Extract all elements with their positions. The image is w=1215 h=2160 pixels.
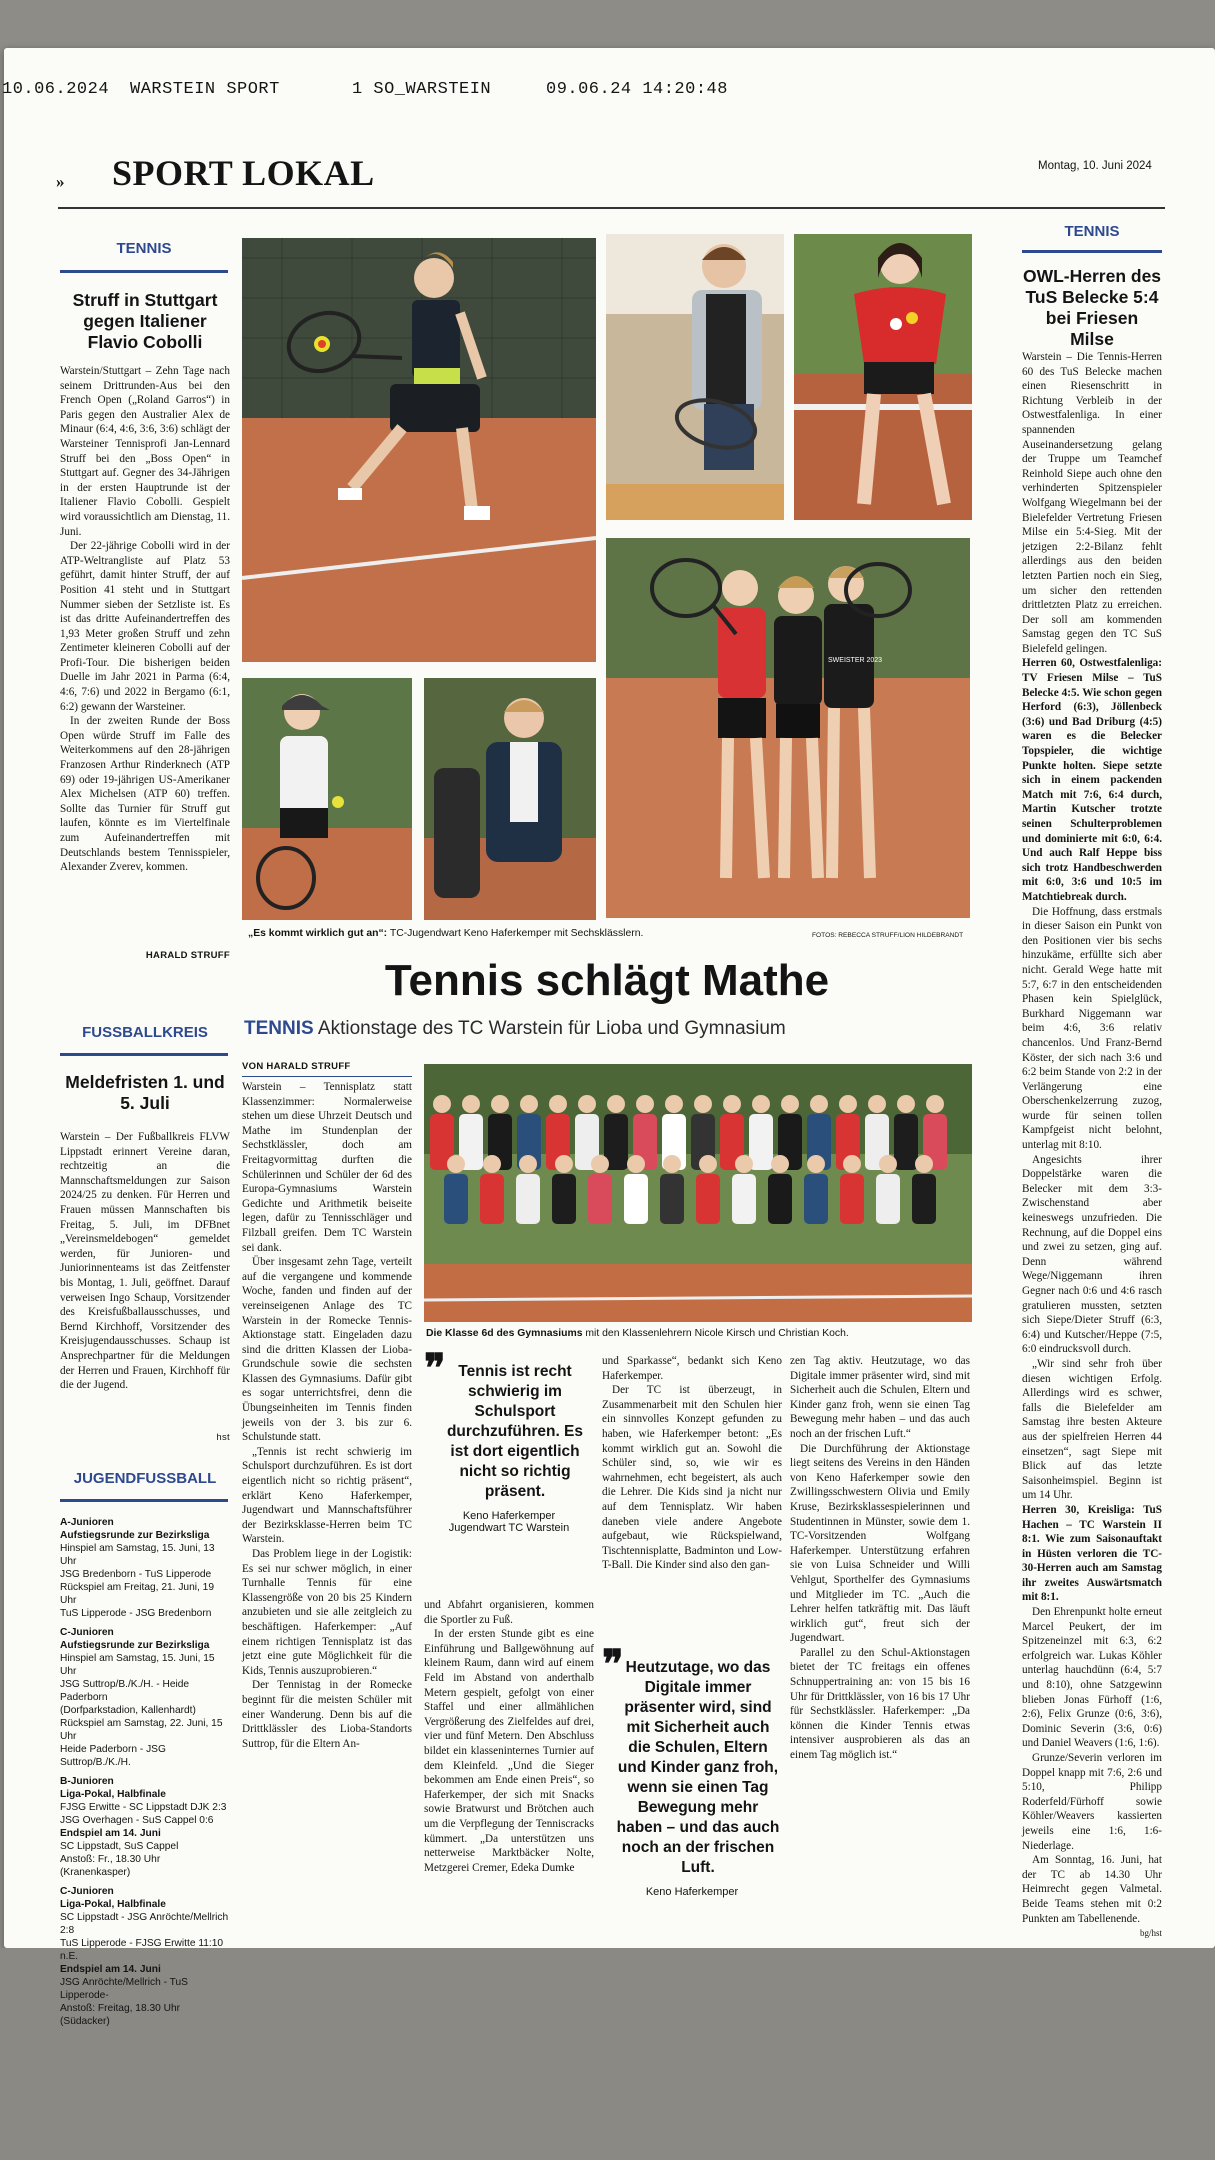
section-label-jugendfussball: JUGENDFUSSBALL bbox=[73, 1470, 217, 1487]
caption-text: TC-Jugendwart Keno Haferkemper mit Sechsklässlern. bbox=[389, 928, 644, 939]
title-rule bbox=[58, 207, 1165, 209]
photo-girl-volley bbox=[794, 234, 972, 520]
paragraph: In der ersten Stunde gibt es eine Einführung und Ballgewöhnung auf kleinem Raum, dann wird auf einem Feld im Abstand von anderthalb Metern gespielt, gefolgt von einer Staffel und einer allmählichen Vergrößerung des Zielfeldes auf drei, vier und fünf Metern. Den Abschluss bildet ein klasseninternes Turnier auf dem Kleinfeld. „Und die Sieger bekommen am Ende einen Preis“, so Haferkemper, der sich mit Snacks sowie Bratwurst und Brötchen auch um die Verpflegung der Tenniscracks kümmert. „Da unterstützen uns netterweise Marktbäcker Nolte, Metzgerei Cremer, Edeka Dumke bbox=[424, 1628, 594, 1874]
section-label-fussballkreis: FUSSBALLKREIS bbox=[82, 1024, 208, 1041]
main-article-col1 bbox=[242, 1080, 412, 1880]
paragraph: Parallel zu den Schul-Aktionstagen bietet der TC freitags ein offenes Schnuppertraining an: von 15 bis 16 Uhr für Drittklässler, von 16 bis 17 Uhr für Sechstklässler. Haferkemper: „Da können die Kinder Tennis etwas intensiver ausprobieren als das an einem Tag möglich ist.“ bbox=[790, 1646, 970, 1762]
paragraph: „Tennis ist recht schwierig im Schulsport durchzuführen. Es ist dort eigentlich nicht so richtig präsent“, erklärt Keno Haferkemper, Jugendwart und Mannschaftsführer der Bezirksklasse-Herren beim TC Warstein. bbox=[242, 1445, 412, 1546]
paragraph: Warstein/Stuttgart – Zehn Tage nach seinem Drittrunden-Aus bei den French Open („Roland Garros“) in Paris gegen den Australier Alex de Minaur (6:4, 4:6, 3:6, 3:6) schlägt der Warsteiner Tennisprofi Jan-Lennard Struff bei den „Boss Open“ in Stuttgart auf. Gegner des 34-Jährigen in der ersten Hauptrunde ist der Italiener Flavio Cobolli. Gespielt wird voraussichtlich am Dienstag, 11. Juni. bbox=[60, 365, 230, 538]
photo-boy-cap bbox=[242, 678, 412, 920]
caption-text: mit den Klassenlehrern Nicole Kirsch und Christian Koch. bbox=[585, 1328, 849, 1339]
result-line: JSG Overhagen - SuS Cappel 0:6 bbox=[60, 1815, 214, 1826]
paragraph: Herren 60, Ostwestfalenliga: TV Friesen Milse – TuS Belecke 4:5. Wie schon gegen Herford (6:3), Jöllenbeck (3:6) und Bad Driburg (4:5) waren es die Belecker Topspieler, die wichtige Punkte holten. Siepe setzte sich in einem packenden Match mit 7:6, 6:4 durch, Martin Kutscher trotzte seinen Schulterproblemen und dominierte mit 6:0, 6:4. Und auch Ralf Heppe biss sich trotz Handbeschwerden mit 6:0, 3:6 und 10:5 im Matchtiebreak durch. bbox=[1022, 657, 1162, 903]
paragraph: Herren 30, Kreisliga: TuS Hachen – TC Warstein II 8:1. Wie zum Saisonauftakt in Hüsten verloren die TC-30-Herren auch am Samstag ihr zweites Auswärtsmatch mit 8:1. bbox=[1022, 1503, 1162, 1604]
article-belecke bbox=[1022, 350, 1162, 1939]
result-line: Hinspiel am Samstag, 15. Juni, 15 Uhr bbox=[60, 1653, 215, 1677]
issue-date: Montag, 10. Juni 2024 bbox=[1038, 160, 1152, 172]
header-page: 1 SO_WARSTEIN bbox=[352, 80, 492, 99]
photo-caption-top bbox=[248, 928, 768, 939]
shirt-print: SWEISTER 2023 bbox=[828, 657, 883, 664]
article-meldefristen bbox=[60, 1130, 230, 1430]
result-line: Anstoß: Fr., 18.30 Uhr (Kranenkasper) bbox=[60, 1854, 161, 1878]
quote-author-role: Jugendwart TC Warstein bbox=[448, 1522, 570, 1534]
result-block bbox=[60, 1516, 232, 1620]
section-rule bbox=[60, 1053, 228, 1056]
byline-rule bbox=[242, 1076, 412, 1077]
section-label-tennis: TENNIS bbox=[116, 240, 172, 257]
quote-mark-icon: ❞ bbox=[424, 1347, 446, 1391]
result-line: Liga-Pokal, Halbfinale bbox=[60, 1899, 166, 1910]
paragraph: und Sparkasse“, bedankt sich Keno Haferkemper. bbox=[602, 1355, 782, 1382]
result-line: SC Lippstadt - JSG Anröchte/Mellrich 2:8 bbox=[60, 1912, 229, 1936]
result-heading: A-Junioren bbox=[60, 1517, 114, 1528]
paragraph: Der 22-jährige Cobolli wird in der ATP-Weltrangliste auf Platz 53 geführt, damit hinter Struff, der auf Position 41 steht und in Stuttgart Nummer sieben der Setzliste ist. Es ist das dritte Aufeinandertreffen des 1,93 Meter großen Struff und zehn Zentimeter kleineren Cobolli auf der Profi-Tour. Die bisherigen beiden Duelle im Jahr 2021 in Parma (6:4, 4:6, 7:6) und 2022 in Bergamo (6:1, 6:2) gewann der Warsteiner. bbox=[60, 540, 230, 713]
result-line: TuS Lipperode - FJSG Erwitte 11:10 n.E. bbox=[60, 1938, 224, 1962]
main-headline: Tennis schlägt Mathe bbox=[384, 956, 830, 1005]
paragraph: Über insgesamt zehn Tage, verteilt auf die vergangene und kommende Woche, fanden und finden auf der vereinseigenen Anlage des TC Warstein in der Romecke Tennis-Aktionstage statt. Eingeladen dazu sind die dritten Klassen der Lioba-Grundschule sowie die sechsten Klassen des Gymnasiums. Dafür gibt es sogar unterrichtsfrei, denn die Übungseinheiten im Tennis finden jeweils von der 3. bis zur 6. Schulstunde statt. bbox=[242, 1256, 412, 1444]
article-struff bbox=[60, 364, 230, 948]
quote-author: Keno Haferkemper bbox=[462, 1510, 556, 1522]
result-line: Aufstiegsrunde zur Bezirksliga bbox=[60, 1530, 210, 1541]
paragraph: Warstein – Tennisplatz statt Klassenzimmer: Normalerweise stehen um diese Uhrzeit Deutsch und Mathe im Stundenplan der Sechstklässler, doch am Freitagvormittag durften die Schülerinnen und Schüler der 6d des Europa-Gymnasiums Warstein Gedichte und Arithmetik beiseite legen, dafür zu Tennisschläger und Filzball greifen. Dem TC Warstein sei dank. bbox=[242, 1081, 412, 1254]
headline-struff: Struff in Stuttgart gegen Italiener Flavio Cobolli bbox=[72, 290, 218, 352]
section-label-tennis-right: TENNIS bbox=[1064, 223, 1120, 240]
result-line: JSG Anröchte/Mellrich - TuS Lipperode- bbox=[60, 1977, 188, 2001]
byline-struff: HARALD STRUFF bbox=[145, 950, 230, 961]
result-line: FJSG Erwitte - SC Lippstadt DJK 2:3 bbox=[60, 1802, 227, 1813]
result-line: JSG Bredenborn - TuS Lipperode bbox=[60, 1569, 212, 1580]
subhead-text: Aktionstage des TC Warstein für Lioba und Gymnasium bbox=[317, 1018, 786, 1039]
pull-quote-2 bbox=[602, 1643, 782, 1898]
paragraph: Das Problem liege in der Logistik: Es sei nur schwer möglich, in einer Turnhalle Tennis für eine Klassengröße von 20 bis 25 Kindern anzubieten und sie alle zeitgleich zu beschäftigen. Haferkemper: „Auf einem richtigen Tennisplatz ist das jetzt eine gute Möglichkeit für die Kids, Tennis auszuprobieren.“ bbox=[242, 1548, 412, 1677]
paragraph: Die Durchführung der Aktionstage liegt seitens des Vereins in den Händen von Keno Haferkemper sowie den Zwillingsschwestern Olivia und Emily Kruse, Bezirksklassespielerinnen und Studentinnen in Münster, sowie dem 1. TC-Vorsitzenden Wolfgang Haferkemper. Unterstützung erfahren sie von Luisa Schneider und Willi Vehlgut, Sporthelfer des Gymnasiums und Mitglieder im TC. „Auch die Lehrer helfen tatkräftig mit. Das läuft wirklich gut“, freut sich der Jugendwart. bbox=[790, 1442, 970, 1645]
paragraph: „Wir sind sehr froh über diesen wichtigen Erfolg. Allerdings wird es schwer, falls die Bielefelder am Samstag ihre besten Akteure aus der spielfreien Herren 44 einsetzen“, sagt Siepe mit Blick auf das letzte Saisonheimspiel. Beginn ist um 14 Uhr. bbox=[1022, 1357, 1162, 1502]
photo-caption-group bbox=[426, 1328, 974, 1339]
header-date: 10.06.2024 bbox=[2, 80, 110, 99]
section-rule bbox=[60, 270, 228, 273]
paragraph: Angesichts ihrer Doppelstärke waren die Belecker mit dem 3:3-Zwischenstand aber keineswegs unzufrieden. Die Rechnung, auf die Doppel eins und zwei zu setzen, ging auf. Denn während Wege/Niggemann ihren Gegner nach 0:6 und 4:6 rasch gratulieren mussten, setzten sich Siepe/Dieter Struff (6:3, 6:4) und Kutscher/Heppe (7:5, 6:0 eindrucksvoll durch. bbox=[1022, 1153, 1162, 1356]
paragraph: Den Ehrenpunkt holte erneut Marcel Peukert, der im Spitzeneinzel mit 6:3, 6:2 erfolgreich war. Lukas Köhler unterlag hauchdünn (6:4, 5:7 und 8:10), ohne Satzgewinn blieben Jonas Fürhoff (1:6, 2:6), Felix Grunze (0:6, 3:6), Dominic Severin (3:6, 0:6) und Daniel Weavers (1:6, 1:6). bbox=[1022, 1606, 1162, 1750]
result-line: TuS Lipperode - JSG Bredenborn bbox=[60, 1608, 212, 1619]
result-line: JSG Suttrop/B./K./H. - Heide Paderborn bbox=[60, 1679, 190, 1703]
paragraph: Am Sonntag, 16. Juni, hat der TC ab 14.30 Uhr Heimrecht gegen Valmetal. Beide Teams stehen mit 0:2 Punkten am Tabellenende. bbox=[1022, 1854, 1162, 1925]
page-title: SPORT LOKAL bbox=[112, 153, 375, 193]
paragraph: Warstein – Der Fußballkreis FLVW Lippstadt erinnert Vereine daran, rechtzeitig an die Mannschaftsmeldungen zur Saison 2024/25 zu denken. Für Herren und Frauen müssen Mannschaften bis Freitag, 5. Juli, im DFBnet „Vereinsmeldebogen“ gemeldet werden, für Junioren- und Juniorinnenteams ist das Zeitfenster bis Montag, 1. Juli, geöffnet. Darauf verweisen Ingo Schaup, Vorsitzender des Kreisfußballausschusses, und Bernd Kirchhoff, Vorsitzender des Kreisjugendausschusses. Schaup ist Ansprechpartner für die Meldungen der Herren und Frauen, Kirchhoff für die der Jugend. bbox=[60, 1131, 230, 1392]
headline-meldefristen: Meldefristen 1. und 5. Juli bbox=[65, 1072, 225, 1113]
result-line: Heide Paderborn - JSG Suttrop/B./K./H. bbox=[60, 1744, 166, 1768]
result-line: Endspiel am 14. Juni bbox=[60, 1964, 161, 1975]
photo-three-girls bbox=[606, 538, 970, 918]
byline-belecke: bg/hst bbox=[1139, 1928, 1162, 1939]
quote-author: Keno Haferkemper bbox=[645, 1886, 739, 1898]
result-heading: B-Junioren bbox=[60, 1776, 114, 1787]
photo-boy-forehand bbox=[242, 238, 596, 662]
paragraph: Warstein – Die Tennis-Herren 60 des TuS Belecke machen einen Riesenschritt in Richtung Verbleib in der Ostwestfalenliga. In einer spannenden Auseinandersetzung gelang der Truppe um Teamchef Reinhold Siepe auch ohne den verhinderten Spitzenspieler Wolfgang Wiegelmann bei der Bielefelder Vertretung Friesen Milse ein 5:4-Sieg. Mit der jetzigen 2:2-Bilanz fehlt allerdings aus den beiden letzten Partien noch ein Sieg, um sicher den rettenden drittletzten Platz zu erreichen. Der soll am kommenden Samstag gegen den TC SuS Bielefeld gelingen. bbox=[1022, 351, 1162, 655]
quote-mark-icon: ❞ bbox=[602, 1643, 624, 1687]
result-line: Rückspiel am Samstag, 22. Juni, 15 Uhr bbox=[60, 1718, 223, 1742]
pull-quote-1 bbox=[424, 1347, 594, 1534]
header-section: WARSTEIN SPORT bbox=[130, 80, 280, 99]
result-line: Liga-Pokal, Halbfinale bbox=[60, 1789, 166, 1800]
section-rule bbox=[1022, 250, 1162, 253]
paragraph: Der Tennistag in der Romecke beginnt für die meisten Schüler mit einer Wanderung. Denn bis auf die Drittklässler des Lioba-Standorts Suttrop, für die Eltern An- bbox=[242, 1679, 412, 1750]
paragraph: Der TC ist überzeugt, in Zusammenarbeit mit den Schulen hier ein sinnvolles Konzept gefunden zu haben, wie Haferkemper betont: „Es kommt wirklich gut an. Sowohl die Schüler sind, so, wie wir es wahrnehmen, echt begeistert, als auch die Lehrer. Die Kids sind ja nicht nur auf dem Tennisplatz. Wir haben daneben viele andere Angebote aufgebaut, wie Rückspielwand, Tischtennisplatte, Badminton und Low-T-Ball. Die Kinder sind also den gan- bbox=[602, 1384, 782, 1572]
headline-belecke: OWL-Herren des TuS Belecke 5:4 bei Friesen Milse bbox=[1022, 266, 1162, 349]
result-block bbox=[60, 1885, 232, 2028]
paragraph: Grunze/Severin verloren im Doppel knapp mit 7:6, 2:6 und 5:10, Philipp Roderfeld/Fürhoff sowie Köhler/Weavers kassierten jeweils eine 1:6, 1:6-Niederlage. bbox=[1022, 1752, 1162, 1852]
main-byline: VON HARALD STRUFF bbox=[242, 1061, 351, 1072]
main-article-col2 bbox=[424, 1598, 594, 1888]
caption-bold: „Es kommt wirklich gut an“: bbox=[248, 928, 388, 939]
photo-class-group bbox=[424, 1064, 972, 1322]
byline-meldefristen: hst bbox=[216, 1432, 230, 1443]
result-line: Hinspiel am Samstag, 15. Juni, 13 Uhr bbox=[60, 1543, 215, 1567]
result-heading: C-Junioren bbox=[60, 1886, 114, 1897]
result-block bbox=[60, 1775, 232, 1879]
title-marker: » bbox=[56, 172, 65, 191]
result-line: Endspiel am 14. Juni bbox=[60, 1828, 161, 1839]
print-header bbox=[0, 80, 1215, 102]
section-rule bbox=[60, 1499, 228, 1502]
result-line: Aufstiegsrunde zur Bezirksliga bbox=[60, 1640, 210, 1651]
kicker: TENNIS bbox=[244, 1018, 314, 1039]
paragraph: und Abfahrt organisieren, kommen die Sportler zu Fuß. bbox=[424, 1599, 594, 1626]
photo-boy-backhand bbox=[606, 234, 784, 520]
quote-text: Tennis ist recht schwierig im Schulsport durchzuführen. Es ist dort eigentlich nicht so richtig präsent. bbox=[446, 1363, 584, 1500]
main-article-col4 bbox=[790, 1354, 970, 1882]
paragraph: Die Hoffnung, dass erstmals in dieser Saison ein Punkt von den Positionen vier bis sechs hinzukäme, erfüllte sich aber nicht. Gerald Wege hatte mit 5:7, 6:7 in den entscheidenden Phasen kein Spielglück, Burkhard Niggemann war beim 4:6, 3:6 relativ chancenlos. Und Franz-Bernd Köster, der sich nach 3:6 und 6:2 beim Stande von 2:2 in der Verlängerung eine Oberschenkelzerrung zuzog, wurde für seinen tollen Kampfgeist nicht belohnt, unterlag mit 8:10. bbox=[1022, 905, 1162, 1152]
paragraph: In der zweiten Runde der Boss Open würde Struff im Falle des Weiterkommens auf den 28-jährigen Franzosen Arthur Rinderknech (ATP 69) oder 19-jährigen US-Amerikaner Alex Michelsen (ATP 60) treffen. Sollte das Turnier für Struff gut laufen, könnte es im Viertelfinale zum Aufeinandertreffen mit Deutschlands bestem Tennisspieler, Alexander Zverev, kommen. bbox=[60, 715, 230, 874]
left-column bbox=[60, 240, 230, 257]
photo-coach bbox=[424, 678, 596, 920]
header-timestamp: 09.06.24 14:20:48 bbox=[546, 80, 728, 99]
caption-bold: Die Klasse 6d des Gymnasiums bbox=[426, 1328, 583, 1339]
result-line: SC Lippstadt, SuS Cappel bbox=[60, 1841, 179, 1852]
photo-credit: FOTOS: REBECCA STRUFF/LION HILDEBRANDT bbox=[812, 932, 964, 939]
main-subhead bbox=[244, 1018, 984, 1040]
result-block bbox=[60, 1626, 232, 1769]
quote-text: Heutzutage, wo das Digitale immer präsenter wird, sind mit Sicherheit auch die Schulen, Eltern und Kinder ganz froh, wenn sie einen Tag Bewegung mehr haben – und das auch noch an der frischen Luft. bbox=[616, 1659, 780, 1876]
result-heading: C-Junioren bbox=[60, 1627, 114, 1638]
paragraph: zen Tag aktiv. Heutzutage, wo das Digitale immer präsenter wird, sind mit Sicherheit auch die Schulen, Eltern und Kinder ganz froh, wenn sie einen Tag Bewegung mehr haben – und das auch noch an der frischen Luft.“ bbox=[790, 1355, 970, 1440]
main-article-col3 bbox=[602, 1354, 782, 1650]
result-line: Anstoß: Freitag, 18.30 Uhr (Südacker) bbox=[60, 2003, 181, 2027]
youth-results bbox=[60, 1516, 232, 2027]
result-line: Rückspiel am Freitag, 21. Juni, 19 Uhr bbox=[60, 1582, 215, 1606]
result-line: (Dorfparkstadion, Kallenhardt) bbox=[60, 1705, 196, 1716]
